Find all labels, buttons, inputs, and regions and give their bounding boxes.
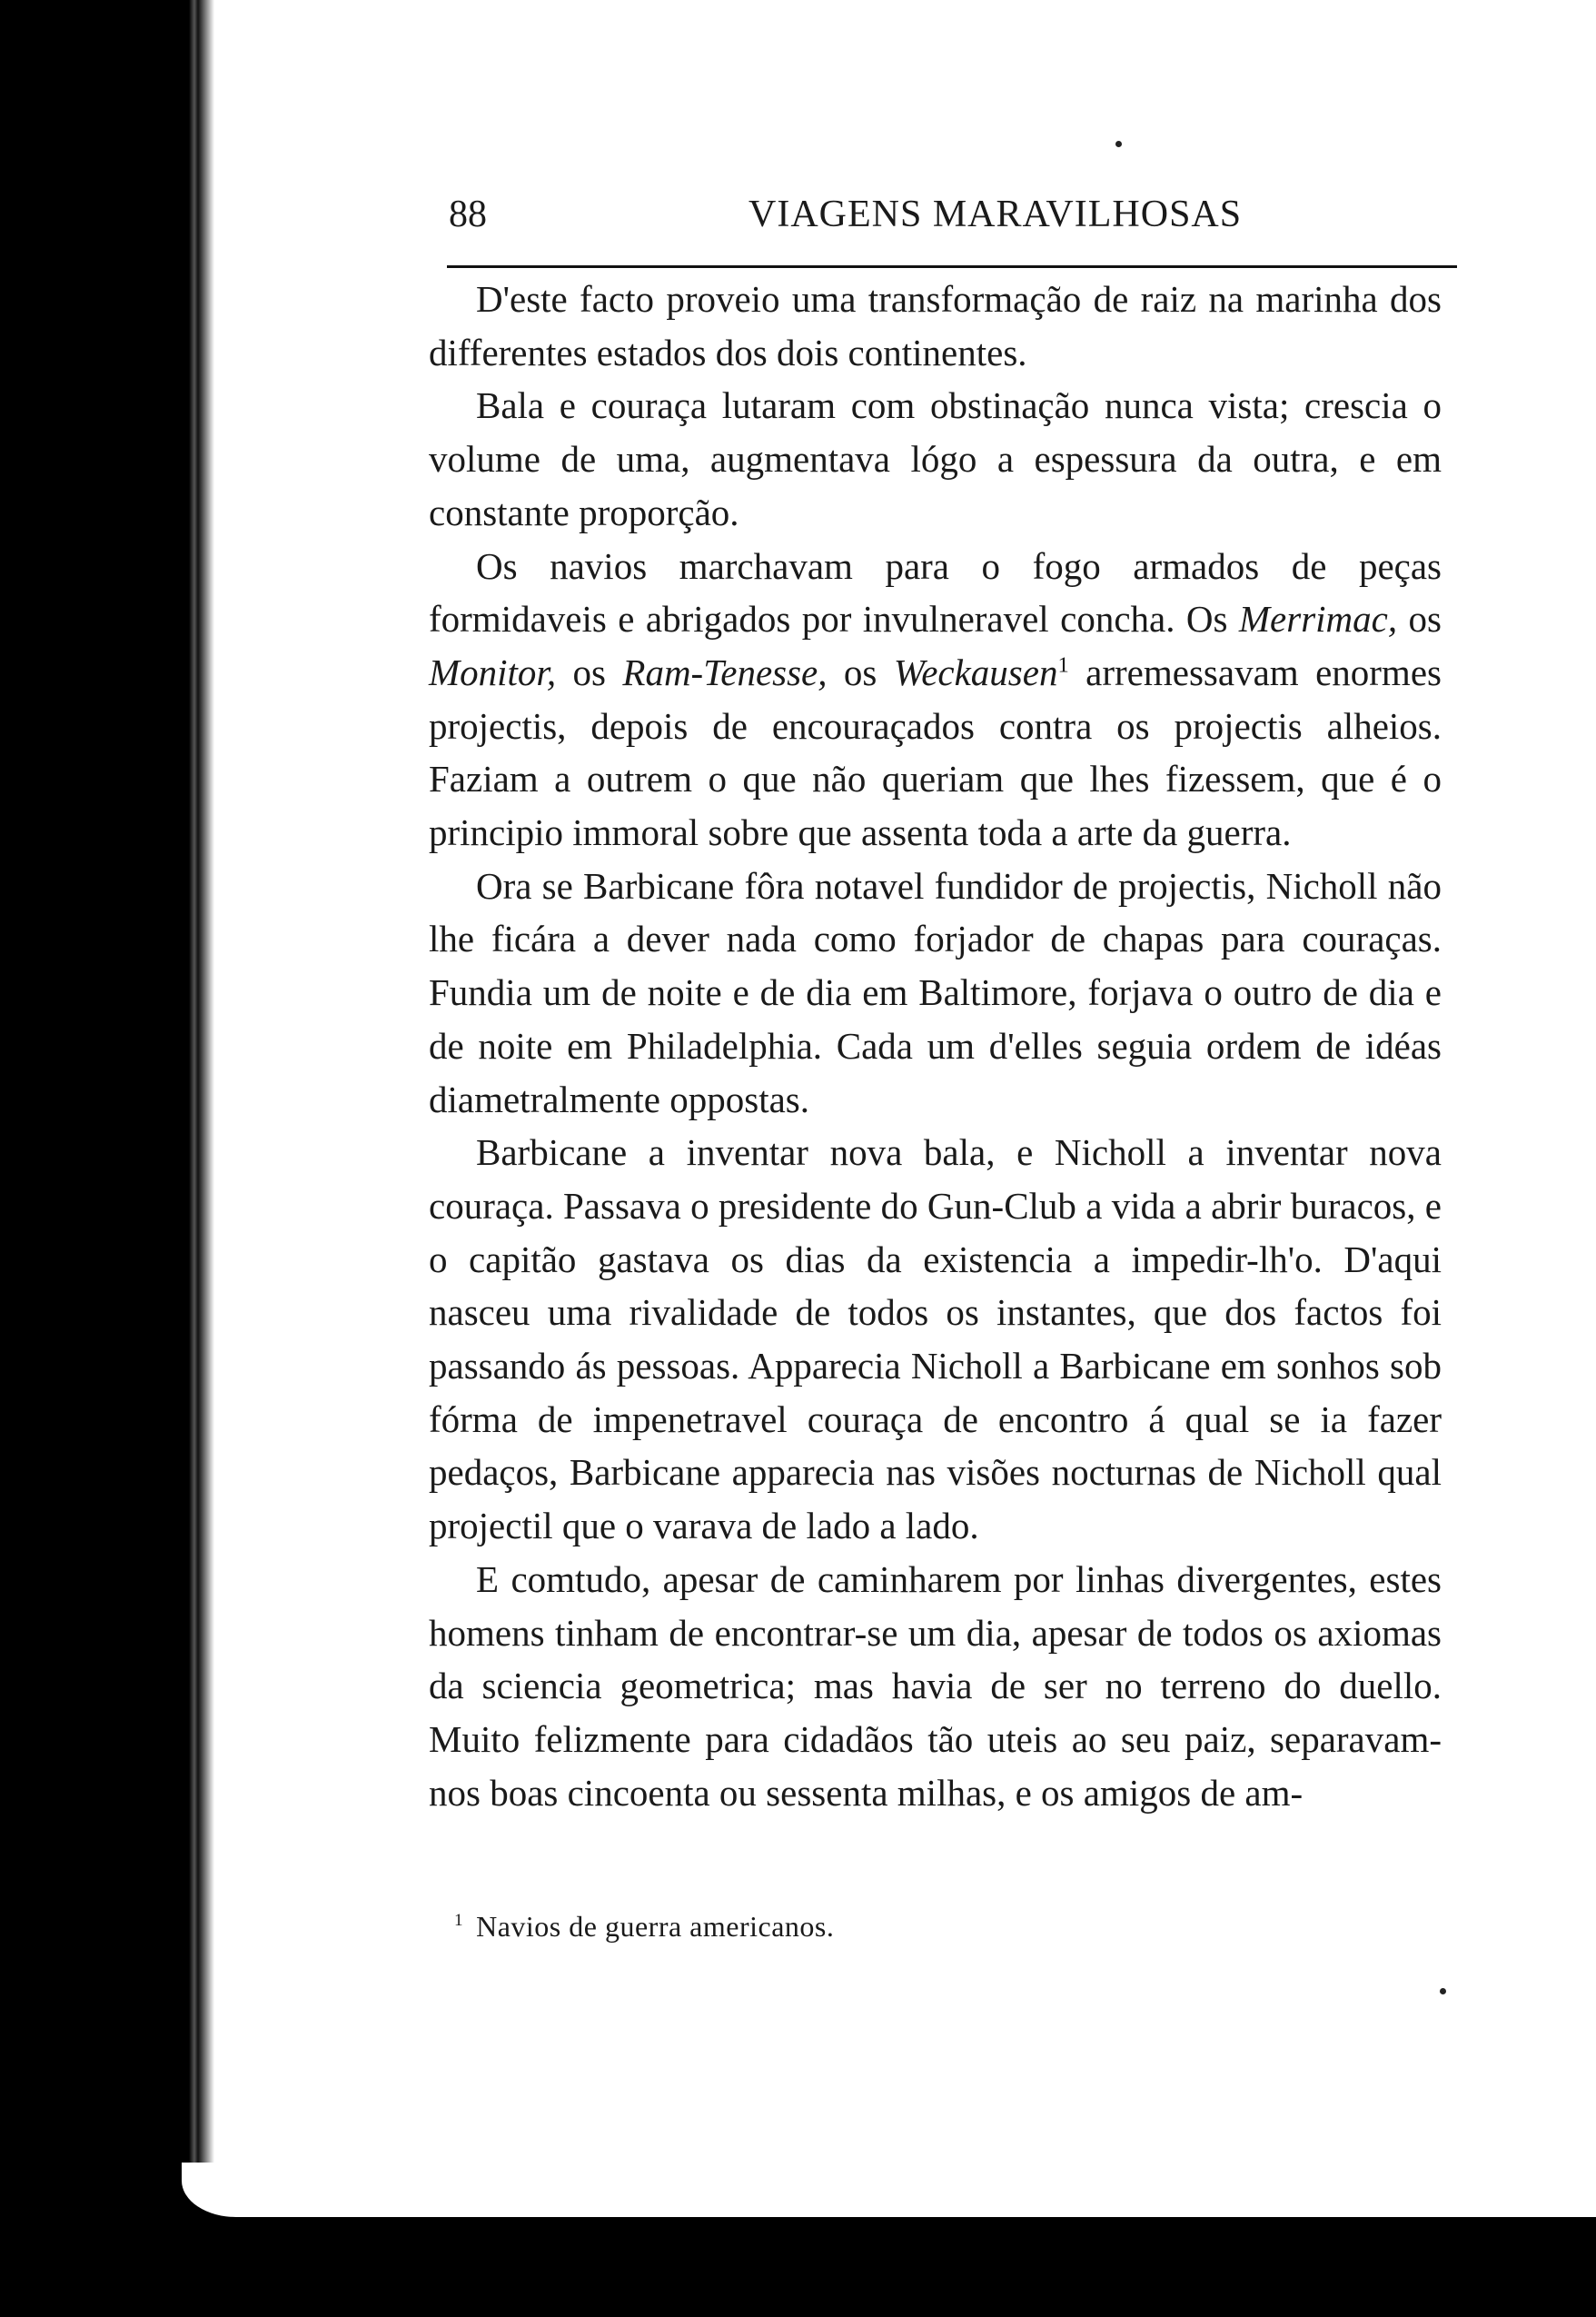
page-gutter-edge	[178, 0, 214, 2317]
p3-text-1: Os navios marchavam para o fogo armados de peças formidaveis e abrigados por invulneravel concha. Os	[429, 544, 1442, 641]
paragraph-4: Ora se Barbicane fôra notavel fundidor de projectis, Nicholl não lhe ficára a dever nada como forjador de chapas para couraças. Fundia um de noite e de dia em Baltimore, forjava o outro de dia e de noite em Philadelphia. Cada um d'elles seguia ordem de idéas diametralmente oppostas.	[429, 864, 1442, 1120]
ship-name-weckausen: Weckausen	[893, 651, 1058, 693]
paragraph-6: E comtudo, apesar de caminharem por linhas divergentes, estes homens tinham de encontrar-se um dia, apesar de todos os axiomas da sciencia geometrica; mas havia de ser no terreno do duello. Muito felizmente para cidadãos tão uteis ao seu paiz, separavam-nos boas cincoenta ou sessenta milhas, e os amigos de am-	[429, 1557, 1442, 1814]
ship-name-ram-tenesse: Ram-Tenesse,	[622, 651, 828, 693]
ship-name-monitor: Monitor,	[429, 651, 557, 693]
p3-text-3: os	[556, 651, 623, 693]
paragraph-3	[429, 540, 1442, 860]
p3-text-4: os	[827, 651, 894, 693]
page-header	[449, 193, 1457, 247]
paragraph-2: Bala e couraça lutaram com obstinação nunca vista; crescia o volume de uma, augmentava lógo a espessura da outra, e em constante proporção.	[429, 384, 1442, 533]
p3-text-5: arremessavam enormes projectis, depois de encouraçados contra os projectis alheios. Faziam a outrem o que não queriam que lhes fizessem, que é o principio immoral sobre que assenta toda a arte da guerra.	[429, 651, 1442, 854]
paragraph-1: D'este facto proveio uma transformação de raiz na marinha dos differentes estados dos dois continentes.	[429, 278, 1442, 373]
scan-speck	[1440, 1988, 1446, 1994]
p3-text-2: os	[1397, 598, 1442, 641]
footnote-reference: 1	[1057, 652, 1069, 678]
scan-speck	[1115, 141, 1122, 147]
running-title: VIAGENS MARAVILHOSAS	[748, 194, 1243, 235]
book-page	[211, 0, 1596, 2181]
footnote-mark: 1	[454, 1911, 464, 1931]
ship-name-merrimac: Merrimac,	[1238, 598, 1398, 641]
body-text	[429, 273, 1442, 1819]
footnote	[454, 1910, 834, 1944]
header-rule	[447, 265, 1457, 268]
footnote-text: Navios de guerra americanos.	[476, 1910, 835, 1943]
page-number: 88	[449, 194, 487, 235]
paragraph-5: Barbicane a inventar nova bala, e Nicholl a inventar nova couraça. Passava o presidente do Gun-Club a vida a abrir buracos, e o capitão gastava os dias da existencia a impedir-lh'o. D'aqui nasceu uma rivalidade de todos os instantes, que dos factos foi passando ás pessoas. Apparecia Nicholl a Barbicane em sonhos sob fórma de impenetravel couraça de encontro á qual se ia fazer pedaços, Barbicane apparecia nas visões nocturnas de Nicholl qual projectil que o varava de lado a lado.	[429, 1131, 1442, 1547]
